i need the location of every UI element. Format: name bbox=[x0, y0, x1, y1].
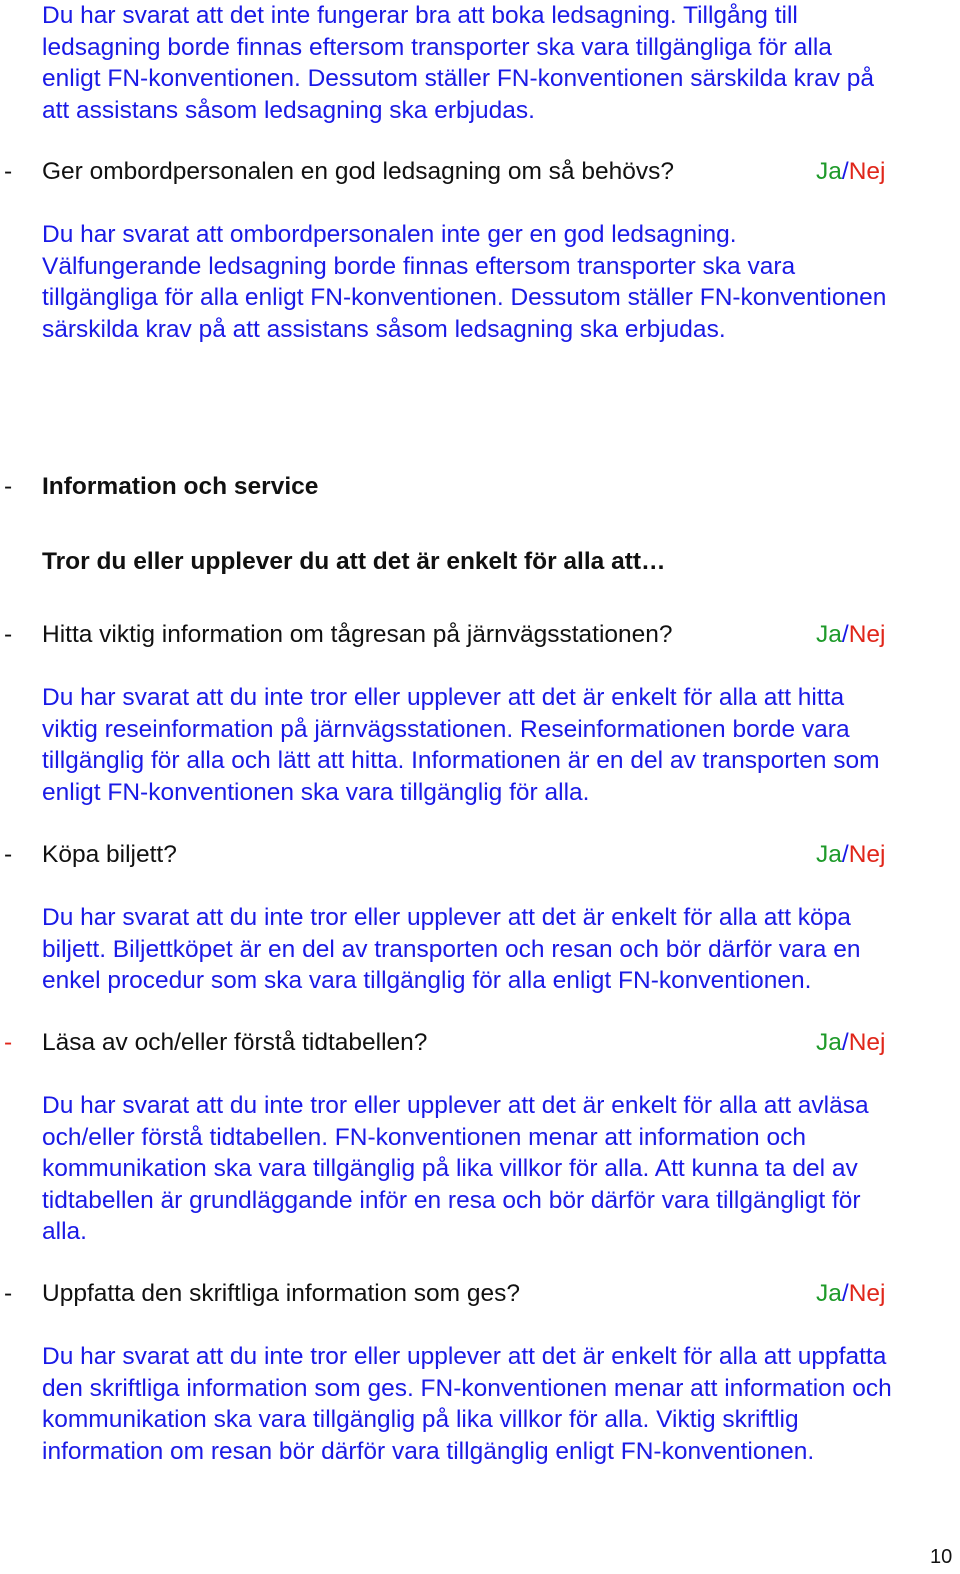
feedback-line: Du har svarat att du inte tror eller upplever att det är enkelt för alla att hitta bbox=[42, 684, 845, 711]
answer-nej[interactable]: Nej bbox=[848, 1280, 886, 1307]
feedback-line: enligt FN-konventionen. Dessutom ställer FN-konventionen särskilda krav på bbox=[42, 65, 875, 92]
answer-nej[interactable]: Nej bbox=[848, 621, 886, 648]
question-text: Hitta viktig information om tågresan på järnvägsstationen? bbox=[42, 621, 673, 648]
answer-separator: / bbox=[841, 1280, 849, 1307]
feedback-line: Du har svarat att det inte fungerar bra att boka ledsagning. Tillgång till bbox=[42, 2, 798, 29]
answer-ja-nej[interactable] bbox=[816, 839, 885, 871]
answer-separator: / bbox=[841, 841, 849, 868]
section-title: Information och service bbox=[42, 473, 319, 500]
feedback-line: Välfungerande ledsagning borde finnas eftersom transporter ska vara bbox=[42, 252, 796, 280]
intro-feedback bbox=[42, 0, 954, 126]
question-feedback bbox=[42, 219, 954, 345]
feedback-line: enligt FN-konventionen ska vara tillgänglig för alla. bbox=[42, 778, 590, 806]
feedback-line: särskilda krav på att assistans såsom ledsagning ska erbjudas. bbox=[42, 315, 726, 343]
answer-ja[interactable]: Ja bbox=[816, 1029, 842, 1056]
feedback-line: alla. bbox=[42, 1218, 87, 1245]
feedback-line: Du har svarat att ombordpersonalen inte ger en god ledsagning. bbox=[42, 221, 737, 248]
feedback-line: och/eller förstå tidtabellen. FN-konventionen menar att information och bbox=[42, 1123, 806, 1151]
answer-separator: / bbox=[841, 1029, 849, 1056]
question-text: Uppfatta den skriftliga information som ges? bbox=[42, 1280, 520, 1307]
feedback-line: tidtabellen är grundläggande inför en resa och bör därför vara tillgängligt för bbox=[42, 1186, 861, 1214]
question-feedback bbox=[42, 682, 954, 808]
feedback-line: Du har svarat att du inte tror eller upplever att det är enkelt för alla att köpa bbox=[42, 904, 851, 931]
answer-nej[interactable]: Nej bbox=[848, 841, 886, 868]
feedback-line: Du har svarat att du inte tror eller upplever att det är enkelt för alla att uppfatta bbox=[42, 1343, 887, 1370]
list-dash: - bbox=[4, 1280, 13, 1307]
question-text: Köpa biljett? bbox=[42, 841, 177, 868]
list-dash: - bbox=[4, 841, 13, 868]
feedback-line: tillgängliga för alla enligt FN-konventionen. Dessutom ställer FN-konventionen bbox=[42, 284, 887, 311]
answer-separator: / bbox=[841, 621, 849, 648]
feedback-line: att assistans såsom ledsagning ska erbjudas. bbox=[42, 96, 535, 124]
answer-separator: / bbox=[841, 158, 849, 185]
answer-ja[interactable]: Ja bbox=[816, 841, 842, 868]
feedback-line: den skriftliga information som ges. FN-konventionen menar att information och bbox=[42, 1374, 892, 1402]
answer-nej[interactable]: Nej bbox=[848, 158, 886, 185]
feedback-line: viktig reseinformation på järnvägsstationen. Reseinformationen borde vara bbox=[42, 715, 850, 743]
question-feedback bbox=[42, 1341, 954, 1467]
feedback-line: biljett. Biljettköpet är en del av transporten och resan och bör därför vara en bbox=[42, 935, 861, 963]
question-text: Läsa av och/eller förstå tidtabellen? bbox=[42, 1029, 428, 1056]
answer-ja-nej[interactable] bbox=[816, 1027, 885, 1059]
answer-nej[interactable]: Nej bbox=[848, 1029, 886, 1056]
answer-ja-nej[interactable] bbox=[816, 1278, 885, 1310]
question-feedback bbox=[42, 1090, 954, 1248]
list-dash: - bbox=[4, 473, 13, 500]
list-dash: - bbox=[4, 1029, 13, 1056]
answer-ja[interactable]: Ja bbox=[816, 158, 842, 185]
answer-ja-nej[interactable] bbox=[816, 156, 885, 188]
answer-ja[interactable]: Ja bbox=[816, 621, 842, 648]
feedback-line: ledsagning borde finnas eftersom transporter ska vara tillgängliga för alla bbox=[42, 33, 832, 61]
answer-ja-nej[interactable] bbox=[816, 619, 885, 651]
question-text: Ger ombordpersonalen en god ledsagning om så behövs? bbox=[42, 158, 674, 185]
feedback-line: information om resan bör därför vara tillgänglig enligt FN-konventionen. bbox=[42, 1437, 815, 1465]
question-feedback bbox=[42, 902, 954, 997]
feedback-line: kommunikation ska vara tillgänglig på lika villkor för alla. Att kunna ta del av bbox=[42, 1155, 858, 1182]
feedback-line: kommunikation ska vara tillgänglig på lika villkor för alla. Viktig skriftlig bbox=[42, 1406, 799, 1433]
list-dash: - bbox=[4, 621, 13, 648]
answer-ja[interactable]: Ja bbox=[816, 1280, 842, 1307]
feedback-line: enkel procedur som ska vara tillgänglig för alla enligt FN-konventionen. bbox=[42, 967, 812, 994]
feedback-line: tillgänglig för alla och lätt att hitta. Informationen är en del av transporten som bbox=[42, 747, 880, 774]
list-dash: - bbox=[4, 158, 13, 185]
feedback-line: Du har svarat att du inte tror eller upplever att det är enkelt för alla att avläsa bbox=[42, 1092, 869, 1119]
page-number: 10 bbox=[930, 1546, 953, 1568]
section-subtitle: Tror du eller upplever du att det är enkelt för alla att… bbox=[42, 548, 666, 575]
